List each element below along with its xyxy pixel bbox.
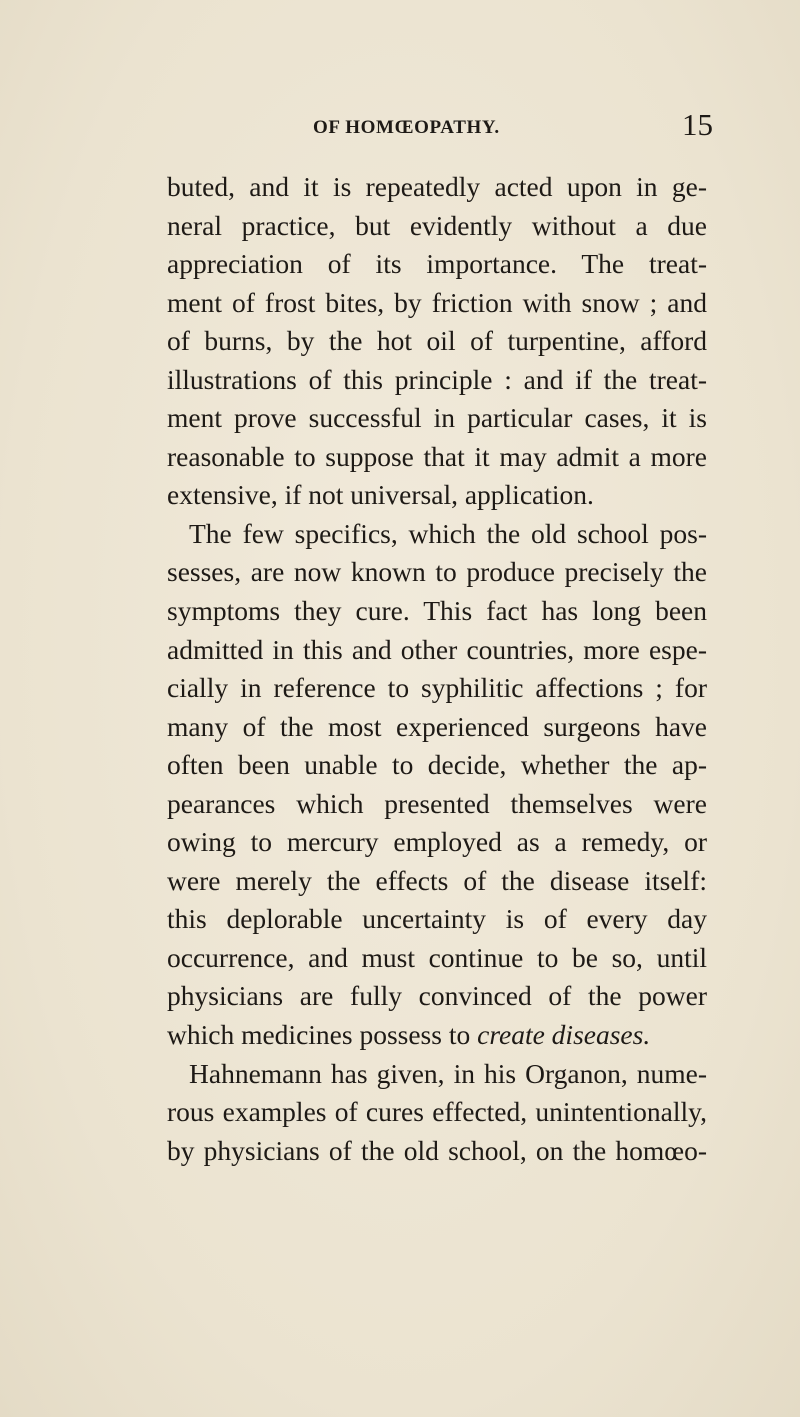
text-line: pearances which presented themselves were bbox=[167, 787, 707, 819]
text-line: rous examples of cures effected, unintentionally, bbox=[167, 1096, 707, 1128]
emphasis-text: create diseases. bbox=[477, 1019, 651, 1051]
text-line: admitted in this and other countries, more espe- bbox=[167, 633, 707, 665]
text-line: this deplorable uncertainty is of every day bbox=[167, 903, 707, 935]
text-line: occurrence, and must continue to be so, until bbox=[167, 941, 707, 973]
text-line: by physicians of the old school, on the homœo- bbox=[167, 1134, 707, 1166]
text-line: neral practice, but evidently without a due bbox=[167, 209, 707, 241]
text-line: Hahnemann has given, in his Organon, nume- bbox=[189, 1057, 707, 1089]
text-line: buted, and it is repeatedly acted upon in ge- bbox=[167, 171, 707, 202]
text-line: cially in reference to syphilitic affections ; for bbox=[167, 672, 707, 704]
text-line bbox=[167, 1016, 707, 1055]
text-line: extensive, if not universal, application. bbox=[167, 479, 594, 511]
text-line: of burns, by the hot oil of turpentine, afford bbox=[167, 325, 707, 357]
body-text bbox=[167, 168, 707, 1170]
text-line: many of the most experienced surgeons have bbox=[167, 710, 707, 742]
text-line: ment of frost bites, by friction with snow ; and bbox=[167, 286, 707, 318]
text-line: sesses, are now known to produce precisely the bbox=[167, 556, 707, 588]
text-line: ment prove successful in particular cases, it is bbox=[167, 402, 707, 434]
text-line: reasonable to suppose that it may admit a more bbox=[167, 440, 707, 472]
text-line: often been unable to decide, whether the ap- bbox=[167, 749, 707, 781]
text-line: The few specifics, which the old school pos- bbox=[189, 517, 707, 549]
text-line: appreciation of its importance. The treat- bbox=[167, 248, 707, 280]
text-line: owing to mercury employed as a remedy, or bbox=[167, 826, 707, 858]
running-head bbox=[0, 107, 800, 143]
text-line: physicians are fully convinced of the power bbox=[167, 980, 707, 1012]
line-text: which medicines possess to bbox=[167, 1019, 478, 1051]
page-number: 15 bbox=[682, 107, 713, 142]
text-line: were merely the effects of the disease itself: bbox=[167, 864, 707, 896]
running-title: OF HOMŒOPATHY. bbox=[313, 117, 500, 138]
text-line: illustrations of this principle : and if the treat- bbox=[167, 363, 707, 395]
text-line: symptoms they cure. This fact has long been bbox=[167, 595, 707, 627]
